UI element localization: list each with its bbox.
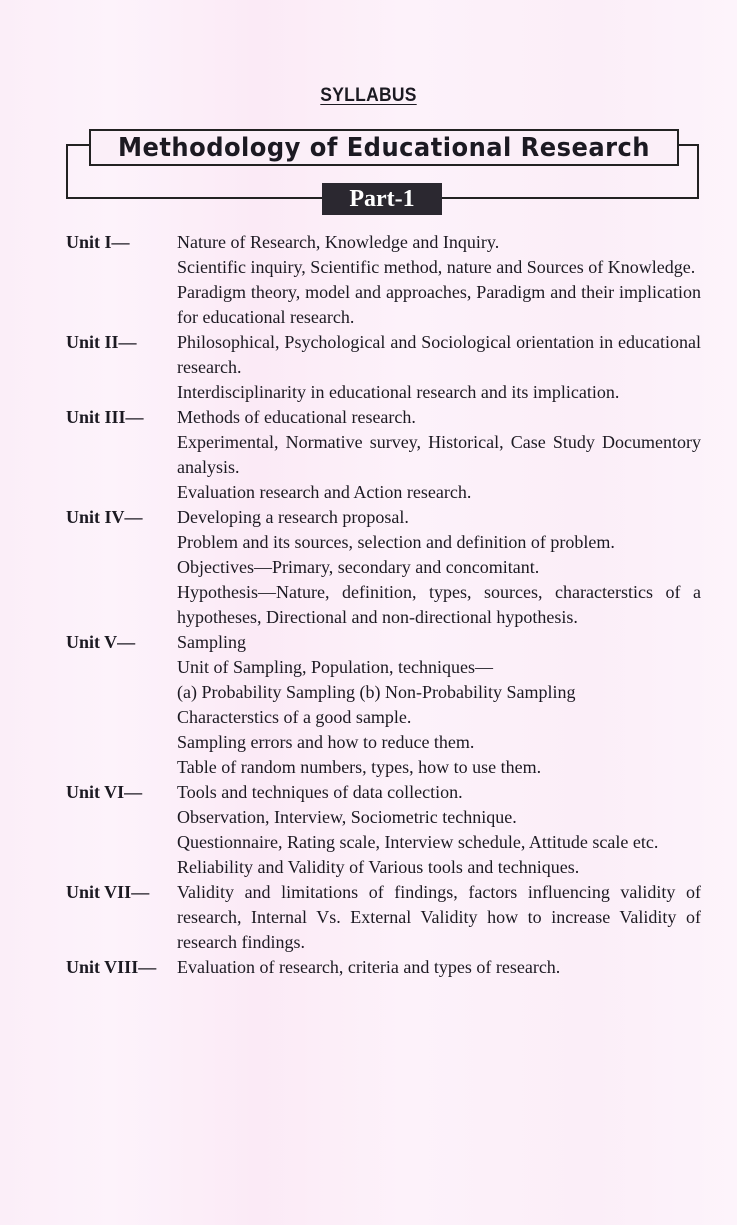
unit-row [66, 330, 701, 405]
frame-divider-left [66, 144, 90, 146]
unit-topic-line: Experimental, Normative survey, Historical, Case Study Documentory analysis. [177, 432, 701, 477]
unit-topic-line: Evaluation research and Action research. [177, 482, 472, 502]
unit-topic-line: Evaluation of research, criteria and types of research. [177, 957, 561, 977]
unit-topic-line: Tools and techniques of data collection. [177, 782, 463, 802]
unit-label: Unit VIII— [66, 957, 157, 977]
unit-topic-line: Characterstics of a good sample. [177, 707, 412, 727]
part-badge [322, 183, 442, 215]
unit-row [66, 405, 701, 505]
unit-topic-line: Observation, Interview, Sociometric technique. [177, 807, 517, 827]
unit-topic-line: Questionnaire, Rating scale, Interview schedule, Attitude scale etc. [177, 832, 659, 852]
unit-topic-line: Philosophical, Psychological and Sociological orientation in educational research. [177, 332, 701, 377]
unit-topic-line: Developing a research proposal. [177, 507, 409, 527]
unit-topics [177, 505, 701, 630]
unit-row [66, 880, 701, 955]
unit-row [66, 505, 701, 630]
unit-row [66, 630, 701, 780]
unit-topic-line: Objectives—Primary, secondary and concomitant. [177, 557, 540, 577]
unit-topic-line: Hypothesis—Nature, definition, types, sources, characterstics of a hypotheses, Directional and non-directional hypothesis. [177, 582, 701, 627]
course-title: Methodology of Educational Research [118, 132, 650, 163]
unit-topic-line: Problem and its sources, selection and definition of problem. [177, 532, 615, 552]
unit-topic-line: (a) Probability Sampling (b) Non-Probability Sampling [177, 682, 576, 702]
unit-row [66, 955, 701, 980]
unit-label: Unit II— [66, 332, 137, 352]
unit-topics [177, 230, 701, 330]
unit-topics [177, 405, 701, 505]
unit-label: Unit V— [66, 632, 136, 652]
unit-label: Unit I— [66, 232, 130, 252]
unit-topics [177, 880, 701, 955]
unit-label: Unit VI— [66, 782, 143, 802]
syllabus-heading: SYLLABUS [320, 85, 417, 106]
unit-topic-line: Sampling errors and how to reduce them. [177, 732, 475, 752]
title-box [89, 129, 679, 166]
unit-label: Unit VII— [66, 882, 150, 902]
unit-topic-line: Scientific inquiry, Scientific method, nature and Sources of Knowledge. [177, 257, 696, 277]
unit-topic-line: Unit of Sampling, Population, techniques— [177, 657, 493, 677]
unit-topic-line: Table of random numbers, types, how to use them. [177, 757, 542, 777]
unit-topic-line: Nature of Research, Knowledge and Inquiry. [177, 232, 500, 252]
frame-divider-right [678, 144, 699, 146]
unit-topic-line: Methods of educational research. [177, 407, 416, 427]
units-list [66, 230, 701, 980]
unit-topic-line: Reliability and Validity of Various tools and techniques. [177, 857, 580, 877]
unit-label: Unit III— [66, 407, 144, 427]
part-label: Part-1 [349, 185, 415, 212]
unit-topic-line: Sampling [177, 632, 247, 652]
unit-topic-line: Paradigm theory, model and approaches, Paradigm and their implication for educational research. [177, 282, 701, 327]
unit-row [66, 780, 701, 880]
unit-topic-line: Validity and limitations of findings, factors influencing validity of research, Internal Vs. External Validity how to increase Validity of research findings. [177, 882, 701, 952]
unit-topic-line: Interdisciplinarity in educational research and its implication. [177, 382, 620, 402]
unit-row [66, 230, 701, 330]
unit-topics [177, 780, 701, 880]
unit-topics [177, 630, 701, 780]
unit-topics [177, 330, 701, 405]
unit-label: Unit IV— [66, 507, 143, 527]
unit-topics [177, 955, 701, 980]
